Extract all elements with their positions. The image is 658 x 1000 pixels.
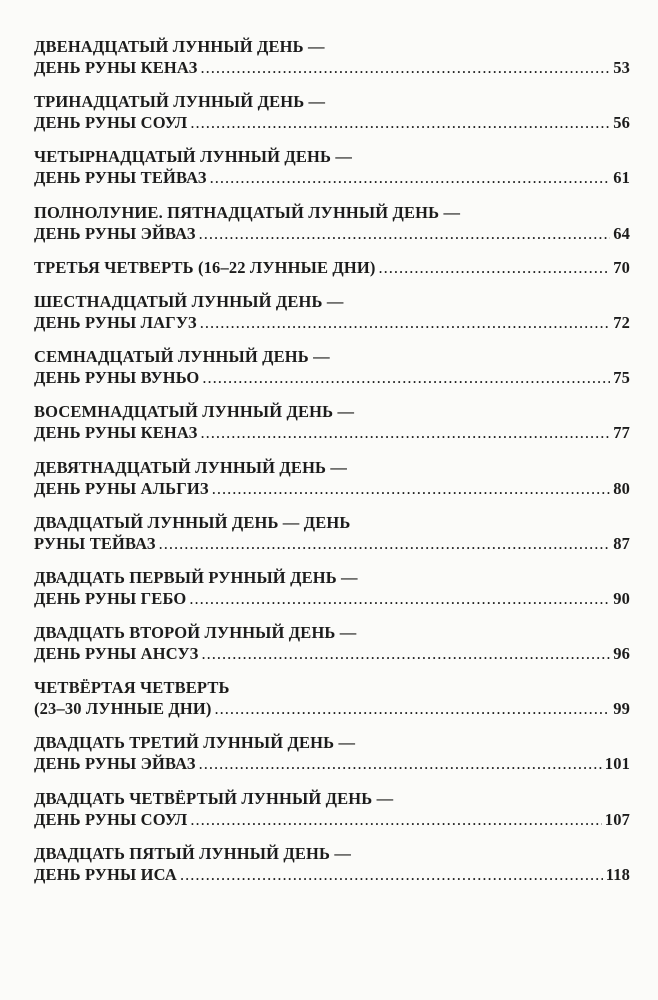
toc-entry-title: ПОЛНОЛУНИЕ. ПЯТНАДЦАТЫЙ ЛУННЫЙ ДЕНЬ — [34,202,461,222]
toc-entry-subtitle: (23–30 ЛУННЫЕ ДНИ) [34,699,212,719]
toc-entry-row [34,257,630,278]
dot-leader [159,533,611,554]
toc-entry-row [34,643,630,664]
toc-entry [34,512,630,554]
page-number: 56 [613,113,630,133]
page-number: 90 [613,588,630,608]
toc-entry-row [34,698,630,719]
toc-entry-title: ДВАДЦАТЬ ТРЕТИЙ ЛУННЫЙ ДЕНЬ — [34,733,356,753]
dot-leader [180,864,603,885]
table-of-contents [34,36,630,898]
dot-leader [212,478,610,499]
toc-entry-subtitle: ДЕНЬ РУНЫ СОУЛ [34,809,188,829]
toc-entry-subtitle: ДЕНЬ РУНЫ ТЕЙВАЗ [34,168,207,188]
toc-entry-title: ВОСЕМНАДЦАТЫЙ ЛУННЫЙ ДЕНЬ — [34,402,355,422]
toc-entry [34,677,630,719]
dot-leader [200,57,610,78]
toc-entry-row [34,112,630,133]
dot-leader [201,643,610,664]
toc-entry [34,146,630,188]
toc-entry-row [34,312,630,333]
toc-entry-title: ДЕВЯТНАДЦАТЫЙ ЛУННЫЙ ДЕНЬ — [34,457,348,477]
toc-entry-title: ДВАДЦАТЬ ПЕРВЫЙ РУННЫЙ ДЕНЬ — [34,567,358,587]
toc-entry-row [34,367,630,388]
page-number: 61 [613,168,630,188]
toc-entry-subtitle: РУНЫ ТЕЙВАЗ [34,533,156,553]
toc-entry-row [34,167,630,188]
toc-entry-title: ДВАДЦАТЬ ПЯТЫЙ ЛУННЫЙ ДЕНЬ — [34,843,351,863]
page-number: 101 [604,754,630,774]
toc-entry-subtitle: ДЕНЬ РУНЫ ГЕБО [34,588,187,608]
page-number: 96 [613,644,630,664]
toc-entry-subtitle: ДЕНЬ РУНЫ СОУЛ [34,113,188,133]
page-number: 87 [613,533,630,553]
toc-section-title: ТРЕТЬЯ ЧЕТВЕРТЬ (16–22 ЛУННЫЕ ДНИ) [34,257,376,277]
dot-leader [379,257,611,278]
page-number: 70 [613,257,630,277]
toc-entry [34,788,630,830]
toc-entry-row [34,588,630,609]
toc-entry-subtitle: ДЕНЬ РУНЫ ИСА [34,864,177,884]
toc-entry-row [34,809,630,830]
toc-entry-row [34,422,630,443]
toc-entry-subtitle: ДЕНЬ РУНЫ ЭЙВАЗ [34,754,196,774]
toc-entry [34,457,630,499]
dot-leader [199,753,602,774]
toc-section-entry [34,257,630,278]
toc-entry-row [34,864,630,885]
toc-entry [34,346,630,388]
toc-entry [34,91,630,133]
dot-leader [199,223,611,244]
toc-entry-subtitle: ДЕНЬ РУНЫ АНСУЗ [34,644,199,664]
toc-entry-row [34,57,630,78]
toc-entry [34,843,630,885]
toc-entry-title: ЧЕТЫРНАДЦАТЫЙ ЛУННЫЙ ДЕНЬ — [34,147,352,167]
dot-leader [210,167,611,188]
dot-leader [190,809,601,830]
toc-entry-subtitle: ДЕНЬ РУНЫ КЕНАЗ [34,58,198,77]
page-number: 64 [613,223,630,243]
toc-entry-subtitle: ДЕНЬ РУНЫ ВУНЬО [34,368,200,388]
dot-leader [202,367,610,388]
toc-entry-subtitle: ДЕНЬ РУНЫ АЛЬГИЗ [34,478,209,498]
page-number: 72 [613,312,630,332]
toc-entry-subtitle: ДЕНЬ РУНЫ ЛАГУЗ [34,312,197,332]
toc-entry-title: ШЕСТНАДЦАТЫЙ ЛУННЫЙ ДЕНЬ — [34,291,344,311]
page-number: 80 [613,478,630,498]
toc-entry-title: ДВАДЦАТЬ ВТОРОЙ ЛУННЫЙ ДЕНЬ — [34,623,357,643]
toc-entry-row [34,478,630,499]
toc-entry-title: СЕМНАДЦАТЫЙ ЛУННЫЙ ДЕНЬ — [34,347,330,367]
toc-entry-title: ЧЕТВЁРТАЯ ЧЕТВЕРТЬ [34,678,230,698]
toc-entry [34,732,630,774]
page-number: 77 [613,423,630,443]
toc-entry-subtitle: ДЕНЬ РУНЫ КЕНАЗ [34,423,198,443]
toc-entry [34,622,630,664]
toc-entry-subtitle: ДЕНЬ РУНЫ ЭЙВАЗ [34,223,196,243]
toc-entry-title: ТРИНАДЦАТЫЙ ЛУННЫЙ ДЕНЬ — [34,92,326,112]
toc-entry-row [34,533,630,554]
dot-leader [189,588,610,609]
page-number: 118 [605,864,630,884]
toc-entry [34,401,630,443]
toc-entry-row [34,223,630,244]
toc-entry-row [34,753,630,774]
page-number: 99 [613,699,630,719]
dot-leader [200,312,610,333]
page-number: 75 [613,368,630,388]
toc-entry-title: ДВАДЦАТЬ ЧЕТВЁРТЫЙ ЛУННЫЙ ДЕНЬ — [34,788,394,808]
dot-leader [215,698,611,719]
toc-entry [34,202,630,244]
dot-leader [200,422,610,443]
toc-entry [34,291,630,333]
toc-entry-title: ДВАДЦАТЫЙ ЛУННЫЙ ДЕНЬ — ДЕНЬ [34,512,351,532]
page-number: 53 [613,58,630,77]
toc-entry [34,567,630,609]
toc-entry-title: ДВЕНАДЦАТЫЙ ЛУННЫЙ ДЕНЬ — [34,37,325,56]
dot-leader [190,112,610,133]
page-number: 107 [604,809,630,829]
toc-entry [34,36,630,78]
